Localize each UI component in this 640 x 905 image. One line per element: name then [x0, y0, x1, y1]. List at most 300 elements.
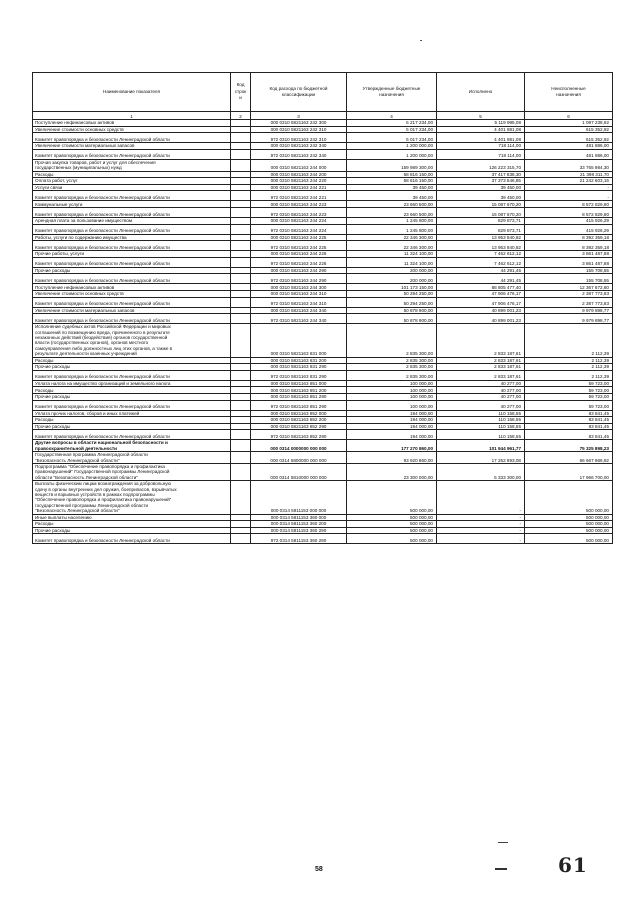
unexecuted-cell: 615 352,92 — [525, 126, 613, 133]
row-name-cell: Подпрограмма "Обеспечение правопорядка и профилактика правонарушений" Государственной программы Ленинградской области "Безопасность Ленинградской области" — [33, 463, 231, 480]
row-code-cell — [231, 521, 251, 528]
column-index-row — [33, 112, 613, 120]
unexecuted-cell: 481 886,00 — [525, 149, 613, 159]
approved-cell: 2 835 300,00 — [347, 370, 437, 380]
row-code-cell — [231, 191, 251, 201]
row-code-cell — [231, 257, 251, 267]
budget-code-cell: 972 0310 5821163 242 310 — [251, 133, 347, 143]
budget-code-cell: 000 0314 5811153 360 000 — [251, 514, 347, 521]
approved-cell: 22 346 300,00 — [347, 241, 437, 251]
budget-code-cell: 000 0310 5821163 244 290 — [251, 267, 347, 274]
row-name-cell: Исполнение судебных актов Российской Федерации и мировых соглашений по возмещению вреда, причиненного в результате незаконных действий (бездействия) органов государственной власти (государственных органов), органов местного самоуправления либо должностных лиц этих органов, а также в результате деятельности казенных учреждений — [33, 324, 231, 357]
scan-mark — [495, 868, 507, 870]
row-name-cell: Государственная программа Ленинградской области "Безопасность Ленинградской области" — [33, 452, 231, 464]
budget-code-cell: 972 0310 5821163 244 310 — [251, 297, 347, 307]
row-code-cell — [231, 149, 251, 159]
executed-cell: 101 944 961,77 — [437, 440, 525, 452]
unexecuted-cell: 500 000,00 — [525, 514, 613, 521]
table-row — [33, 364, 613, 371]
executed-cell: 829 873,71 — [437, 217, 525, 224]
table-row — [33, 393, 613, 400]
row-code-cell — [231, 410, 251, 417]
table-row — [33, 463, 613, 480]
approved-cell: 101 173 150,00 — [347, 284, 437, 291]
executed-cell: 5 119 995,08 — [437, 120, 525, 127]
budget-code-cell: 972 0310 5821163 244 225 — [251, 241, 347, 251]
executed-cell: 37 417 838,30 — [437, 171, 525, 178]
approved-cell: 39 450,00 — [347, 184, 437, 191]
unexecuted-cell: - — [525, 191, 613, 201]
budget-code-cell: 972 0310 5821163 244 340 — [251, 314, 347, 324]
budget-code-cell: 000 0310 5821163 242 310 — [251, 126, 347, 133]
executed-cell: 39 450,00 — [437, 191, 525, 201]
executed-cell: 126 223 315,70 — [437, 159, 525, 171]
approved-cell: 500 000,00 — [347, 514, 437, 521]
unexecuted-cell: 83 841,45 — [525, 410, 613, 417]
header-budget-code: Код расхода по бюджетной классификации — [251, 73, 347, 112]
budget-code-cell: 000 0310 5821163 244 224 — [251, 217, 347, 224]
table-row — [33, 514, 613, 521]
row-name-cell: Расходы — [33, 521, 231, 528]
table-row — [33, 370, 613, 380]
unexecuted-cell: 12 367 672,60 — [525, 284, 613, 291]
row-code-cell — [231, 527, 251, 534]
row-name-cell: Работы, услуги по содержанию имущества — [33, 234, 231, 241]
row-name-cell: Комитет правопорядка и безопасности Ленинградской области — [33, 400, 231, 410]
row-name-cell: Прочие расходы — [33, 364, 231, 371]
table-row — [33, 171, 613, 178]
row-code-cell — [231, 430, 251, 440]
unexecuted-cell: 59 723,00 — [525, 400, 613, 410]
executed-cell: 110 158,55 — [437, 417, 525, 424]
table-header-row — [33, 73, 613, 112]
approved-cell: 194 000,00 — [347, 410, 437, 417]
row-code-cell — [231, 370, 251, 380]
table-row — [33, 307, 613, 314]
handwritten-sheet-number: 61 — [558, 853, 588, 877]
table-row — [33, 251, 613, 258]
executed-cell: 88 805 477,40 — [437, 284, 525, 291]
executed-cell: 2 833 187,61 — [437, 357, 525, 364]
table-row — [33, 224, 613, 234]
row-code-cell — [231, 267, 251, 274]
row-name-cell: Расходы — [33, 387, 231, 394]
approved-cell: 194 000,00 — [347, 417, 437, 424]
budget-code-cell: 000 0310 5821163 851 200 — [251, 387, 347, 394]
row-code-cell — [231, 297, 251, 307]
row-name-cell: Комитет правопорядка и безопасности Ленинградской области — [33, 149, 231, 159]
row-name-cell: Прочая закупка товаров, работ и услуг для обеспечения государственных (муниципальных) нужд — [33, 159, 231, 171]
executed-cell: 13 953 940,82 — [437, 234, 525, 241]
approved-cell: 500 000,00 — [347, 527, 437, 534]
budget-code-cell: 000 0310 5821163 244 225 — [251, 234, 347, 241]
row-name-cell: Комитет правопорядка и безопасности Ленинградской области — [33, 133, 231, 143]
unexecuted-cell: 615 352,92 — [525, 133, 613, 143]
table-row — [33, 387, 613, 394]
unexecuted-cell: 8 572 829,80 — [525, 207, 613, 217]
table-row — [33, 149, 613, 159]
budget-code-cell: 000 0314 5811153 360 200 — [251, 521, 347, 528]
table-row — [33, 380, 613, 387]
row-code-cell — [231, 417, 251, 424]
approved-cell: 500 000,00 — [347, 534, 437, 544]
budget-code-cell: 000 0310 5821163 242 300 — [251, 120, 347, 127]
row-code-cell — [231, 224, 251, 234]
executed-cell: 40 899 001,23 — [437, 314, 525, 324]
executed-cell: 2 833 187,61 — [437, 364, 525, 371]
unexecuted-cell: 500 000,00 — [525, 534, 613, 544]
row-code-cell — [231, 423, 251, 430]
approved-cell: 500 000,00 — [347, 521, 437, 528]
table-row — [33, 284, 613, 291]
budget-execution-report — [32, 72, 612, 544]
unexecuted-cell: 59 723,00 — [525, 393, 613, 400]
row-code-cell — [231, 357, 251, 364]
unexecuted-cell: 500 000,00 — [525, 521, 613, 528]
table-row — [33, 290, 613, 297]
approved-cell: 50 878 900,00 — [347, 307, 437, 314]
row-code-cell — [231, 307, 251, 314]
budget-code-cell: 972 0310 5821163 244 290 — [251, 274, 347, 284]
table-body — [33, 120, 613, 544]
table-row — [33, 400, 613, 410]
header-approved: Утвержденные бюджетные назначения — [347, 73, 437, 112]
executed-cell: 4 401 881,08 — [437, 126, 525, 133]
row-name-cell: Оплата работ, услуг — [33, 178, 231, 185]
table-row — [33, 201, 613, 208]
row-name-cell: Увеличение стоимости материальных запасов — [33, 143, 231, 150]
executed-cell: 15 087 670,20 — [437, 207, 525, 217]
executed-cell: - — [437, 514, 525, 521]
approved-cell: 194 000,00 — [347, 430, 437, 440]
budget-code-cell: 000 0310 5821163 244 220 — [251, 178, 347, 185]
unexecuted-cell: 59 723,00 — [525, 387, 613, 394]
table-row — [33, 178, 613, 185]
unexecuted-cell: 9 979 898,77 — [525, 307, 613, 314]
page-number: 58 — [315, 866, 323, 873]
table-row — [33, 133, 613, 143]
budget-code-cell: 000 0314 5811153 360 290 — [251, 527, 347, 534]
budget-code-cell: 000 0310 5821163 244 300 — [251, 284, 347, 291]
approved-cell: 5 017 234,00 — [347, 133, 437, 143]
row-name-cell: Увеличение стоимости материальных запасов — [33, 307, 231, 314]
column-index: 6 — [525, 112, 613, 120]
table-row — [33, 534, 613, 544]
row-code-cell — [231, 324, 251, 357]
approved-cell: 22 346 300,00 — [347, 234, 437, 241]
table-row — [33, 191, 613, 201]
unexecuted-cell: 21 242 603,15 — [525, 178, 613, 185]
approved-cell: 50 878 900,00 — [347, 314, 437, 324]
executed-cell: 718 114,00 — [437, 149, 525, 159]
row-code-cell — [231, 364, 251, 371]
executed-cell: 110 158,55 — [437, 410, 525, 417]
unexecuted-cell: 21 398 311,70 — [525, 171, 613, 178]
row-name-cell: Услуги связи — [33, 184, 231, 191]
unexecuted-cell: 155 708,55 — [525, 267, 613, 274]
row-code-cell — [231, 314, 251, 324]
executed-cell: 47 906 476,17 — [437, 297, 525, 307]
budget-code-cell: 000 0310 5821163 851 290 — [251, 393, 347, 400]
approved-cell: 5 017 234,00 — [347, 126, 437, 133]
executed-cell: 44 291,45 — [437, 267, 525, 274]
approved-cell: 159 989 300,00 — [347, 159, 437, 171]
row-code-cell — [231, 400, 251, 410]
row-name-cell: Комитет правопорядка и безопасности Ленинградской области — [33, 534, 231, 544]
table-row — [33, 241, 613, 251]
budget-code-cell: 000 0314 5800000 000 000 — [251, 452, 347, 464]
table-row — [33, 126, 613, 133]
table-row — [33, 207, 613, 217]
column-index: 4 — [347, 112, 437, 120]
approved-cell: 1 200 000,00 — [347, 143, 437, 150]
budget-code-cell: 000 0314 5811153 000 000 — [251, 481, 347, 514]
table-row — [33, 184, 613, 191]
executed-cell: 44 291,45 — [437, 274, 525, 284]
row-name-cell: Уплата налога на имущество организаций и земельного налога — [33, 380, 231, 387]
table-row — [33, 297, 613, 307]
budget-code-cell: 000 0310 5821163 244 310 — [251, 290, 347, 297]
budget-code-cell: 972 0310 5821163 851 290 — [251, 400, 347, 410]
budget-code-cell: 000 0310 5821163 244 200 — [251, 171, 347, 178]
unexecuted-cell: 500 000,00 — [525, 527, 613, 534]
approved-cell: 50 294 250,00 — [347, 290, 437, 297]
budget-code-cell: 000 0310 5821163 852 200 — [251, 417, 347, 424]
table-row — [33, 440, 613, 452]
row-code-cell — [231, 284, 251, 291]
row-code-cell — [231, 290, 251, 297]
row-code-cell — [231, 159, 251, 171]
executed-cell: - — [437, 481, 525, 514]
executed-cell: 47 906 476,17 — [437, 290, 525, 297]
table-row — [33, 217, 613, 224]
unexecuted-cell: 83 841,45 — [525, 423, 613, 430]
budget-code-cell: 000 0310 5821163 852 290 — [251, 423, 347, 430]
unexecuted-cell: 481 886,00 — [525, 143, 613, 150]
row-code-cell — [231, 251, 251, 258]
row-name-cell: Комитет правопорядка и безопасности Ленинградской области — [33, 297, 231, 307]
row-code-cell — [231, 534, 251, 544]
row-name-cell: Прочие расходы — [33, 423, 231, 430]
header-row-code: Код строк и — [231, 73, 251, 112]
row-code-cell — [231, 452, 251, 464]
row-name-cell: Уплата прочих налогов, сборов и иных платежей — [33, 410, 231, 417]
table-row — [33, 143, 613, 150]
row-code-cell — [231, 207, 251, 217]
unexecuted-cell: 2 387 773,83 — [525, 290, 613, 297]
row-code-cell — [231, 241, 251, 251]
unexecuted-cell: 8 392 359,18 — [525, 234, 613, 241]
executed-cell: 718 114,00 — [437, 143, 525, 150]
row-name-cell: Комитет правопорядка и безопасности Ленинградской области — [33, 224, 231, 234]
row-code-cell — [231, 514, 251, 521]
approved-cell: 6 217 234,00 — [347, 120, 437, 127]
row-name-cell: Комитет правопорядка и безопасности Ленинградской области — [33, 274, 231, 284]
unexecuted-cell: 500 000,00 — [525, 481, 613, 514]
executed-cell: 110 158,55 — [437, 430, 525, 440]
budget-code-cell: 000 0310 5821163 242 340 — [251, 143, 347, 150]
approved-cell: 23 660 500,00 — [347, 207, 437, 217]
budget-code-cell: 000 0310 5821163 244 221 — [251, 184, 347, 191]
approved-cell: 58 816 150,00 — [347, 171, 437, 178]
approved-cell: 100 000,00 — [347, 400, 437, 410]
row-name-cell: Прочие расходы — [33, 393, 231, 400]
row-code-cell — [231, 234, 251, 241]
budget-code-cell: 972 0310 5821163 244 223 — [251, 207, 347, 217]
table-row — [33, 324, 613, 357]
row-code-cell — [231, 201, 251, 208]
executed-cell: 37 373 546,85 — [437, 178, 525, 185]
executed-cell: 40 277,00 — [437, 387, 525, 394]
approved-cell: 194 000,00 — [347, 423, 437, 430]
table-row — [33, 257, 613, 267]
row-name-cell: Прочие расходы — [33, 267, 231, 274]
table-row — [33, 521, 613, 528]
table-row — [33, 314, 613, 324]
table-row — [33, 234, 613, 241]
unexecuted-cell: 83 841,45 — [525, 417, 613, 424]
unexecuted-cell: 1 097 238,92 — [525, 120, 613, 127]
unexecuted-cell: 2 112,39 — [525, 364, 613, 371]
row-code-cell — [231, 387, 251, 394]
approved-cell: 1 245 800,00 — [347, 224, 437, 234]
table-row — [33, 274, 613, 284]
executed-cell: 2 833 187,61 — [437, 324, 525, 357]
executed-cell: 40 277,00 — [437, 400, 525, 410]
approved-cell: 177 270 860,00 — [347, 440, 437, 452]
header-unexecuted: Неисполненные назначения — [525, 73, 613, 112]
table-row — [33, 410, 613, 417]
budget-code-cell: 972 0310 5821163 244 221 — [251, 191, 347, 201]
table-row — [33, 430, 613, 440]
scan-speck — [420, 40, 422, 41]
unexecuted-cell: 8 392 359,18 — [525, 241, 613, 251]
row-name-cell: Комитет правопорядка и безопасности Ленинградской области — [33, 370, 231, 380]
row-name-cell: Расходы — [33, 357, 231, 364]
unexecuted-cell: 59 723,00 — [525, 380, 613, 387]
budget-code-cell: 000 0310 5821163 244 223 — [251, 201, 347, 208]
approved-cell: 50 294 250,00 — [347, 297, 437, 307]
row-name-cell: Комитет правопорядка и безопасности Ленинградской области — [33, 314, 231, 324]
row-code-cell — [231, 463, 251, 480]
row-name-cell: Прочие работы, услуги — [33, 251, 231, 258]
unexecuted-cell: 75 325 898,23 — [525, 440, 613, 452]
budget-code-cell: 000 0310 5821163 244 000 — [251, 159, 347, 171]
column-index: 2 — [231, 112, 251, 120]
executed-cell: - — [437, 527, 525, 534]
unexecuted-cell: 2 387 773,83 — [525, 297, 613, 307]
budget-code-cell: 000 0310 5821163 852 000 — [251, 410, 347, 417]
approved-cell: 1 245 800,00 — [347, 217, 437, 224]
budget-code-cell: 000 0310 5821163 244 340 — [251, 307, 347, 314]
approved-cell: 100 000,00 — [347, 387, 437, 394]
unexecuted-cell: 3 861 487,88 — [525, 251, 613, 258]
table-row — [33, 527, 613, 534]
table-row — [33, 423, 613, 430]
row-code-cell — [231, 217, 251, 224]
unexecuted-cell: 415 926,29 — [525, 224, 613, 234]
executed-cell: 829 873,71 — [437, 224, 525, 234]
budget-code-cell: 000 0310 5821163 831 290 — [251, 364, 347, 371]
executed-cell: - — [437, 521, 525, 528]
approved-cell: 39 450,00 — [347, 191, 437, 201]
table-row — [33, 417, 613, 424]
executed-cell: 40 899 001,23 — [437, 307, 525, 314]
row-code-cell — [231, 184, 251, 191]
executed-cell: 110 158,55 — [437, 423, 525, 430]
row-name-cell: Арендная плата за пользование имуществом — [33, 217, 231, 224]
budget-code-cell: 000 0310 5821163 831 000 — [251, 324, 347, 357]
row-code-cell — [231, 126, 251, 133]
unexecuted-cell: 17 966 700,00 — [525, 463, 613, 480]
approved-cell: 11 324 100,00 — [347, 257, 437, 267]
row-code-cell — [231, 143, 251, 150]
table-row — [33, 452, 613, 464]
executed-cell: 7 462 612,12 — [437, 251, 525, 258]
budget-code-cell: 000 0310 5821163 851 000 — [251, 380, 347, 387]
row-code-cell — [231, 481, 251, 514]
approved-cell: 23 300 000,00 — [347, 463, 437, 480]
row-name-cell: Поступление нефинансовых активов — [33, 120, 231, 127]
row-code-cell — [231, 171, 251, 178]
row-name-cell: Выплаты физическим лицам вознаграждения за добровольную сдачу в органы внутренних дел оружия, боеприпасов, взрывчатых веществ и взрывных устройств в рамках подпрограммы "Обеспечение правопорядка и профилактика правонарушений" государственной программы Ленинградской области "Безопасность Ленинградской области" — [33, 481, 231, 514]
table-row — [33, 120, 613, 127]
approved-cell: 2 835 300,00 — [347, 357, 437, 364]
unexecuted-cell: 2 112,39 — [525, 324, 613, 357]
row-name-cell: Увеличение стоимости основных средств — [33, 126, 231, 133]
row-code-cell — [231, 120, 251, 127]
row-name-cell: Комитет правопорядка и безопасности Ленинградской области — [33, 207, 231, 217]
unexecuted-cell: 66 667 966,92 — [525, 452, 613, 464]
unexecuted-cell: 155 708,55 — [525, 274, 613, 284]
table-row — [33, 159, 613, 171]
row-name-cell: Иные выплаты населению — [33, 514, 231, 521]
executed-cell: 40 277,00 — [437, 380, 525, 387]
row-name-cell: Комитет правопорядка и безопасности Ленинградской области — [33, 430, 231, 440]
budget-code-cell: 000 0314 5810000 000 000 — [251, 463, 347, 480]
table-row — [33, 357, 613, 364]
approved-cell: 100 000,00 — [347, 380, 437, 387]
approved-cell: 100 000,00 — [347, 393, 437, 400]
column-index: 5 — [437, 112, 525, 120]
approved-cell: 500 000,00 — [347, 481, 437, 514]
unexecuted-cell: 2 112,39 — [525, 370, 613, 380]
executed-cell: - — [437, 534, 525, 544]
budget-code-cell: 972 0310 5821163 852 290 — [251, 430, 347, 440]
budget-code-cell: 000 0310 5821163 831 200 — [251, 357, 347, 364]
budget-code-cell: 000 0310 5821163 244 226 — [251, 251, 347, 258]
approved-cell: 58 616 150,00 — [347, 178, 437, 185]
unexecuted-cell: 2 112,39 — [525, 357, 613, 364]
executed-cell: 5 333 300,00 — [437, 463, 525, 480]
row-code-cell — [231, 274, 251, 284]
row-name-cell: Поступление нефинансовых активов — [33, 284, 231, 291]
scan-mark — [498, 842, 508, 843]
executed-cell: 7 462 612,12 — [437, 257, 525, 267]
executed-cell: 40 277,00 — [437, 393, 525, 400]
executed-cell: 2 833 187,61 — [437, 370, 525, 380]
budget-code-cell: 972 0314 5811153 360 290 — [251, 534, 347, 544]
unexecuted-cell: 415 926,29 — [525, 217, 613, 224]
unexecuted-cell: 8 572 829,80 — [525, 201, 613, 208]
unexecuted-cell: 83 841,45 — [525, 430, 613, 440]
row-name-cell: Расходы — [33, 171, 231, 178]
row-name-cell: Комитет правопорядка и безопасности Ленинградской области — [33, 241, 231, 251]
budget-code-cell: 972 0310 5821163 242 340 — [251, 149, 347, 159]
header-name: Наименование показателя — [33, 73, 231, 112]
approved-cell: 200 000,00 — [347, 267, 437, 274]
budget-code-cell: 000 0314 0000000 000 000 — [251, 440, 347, 452]
